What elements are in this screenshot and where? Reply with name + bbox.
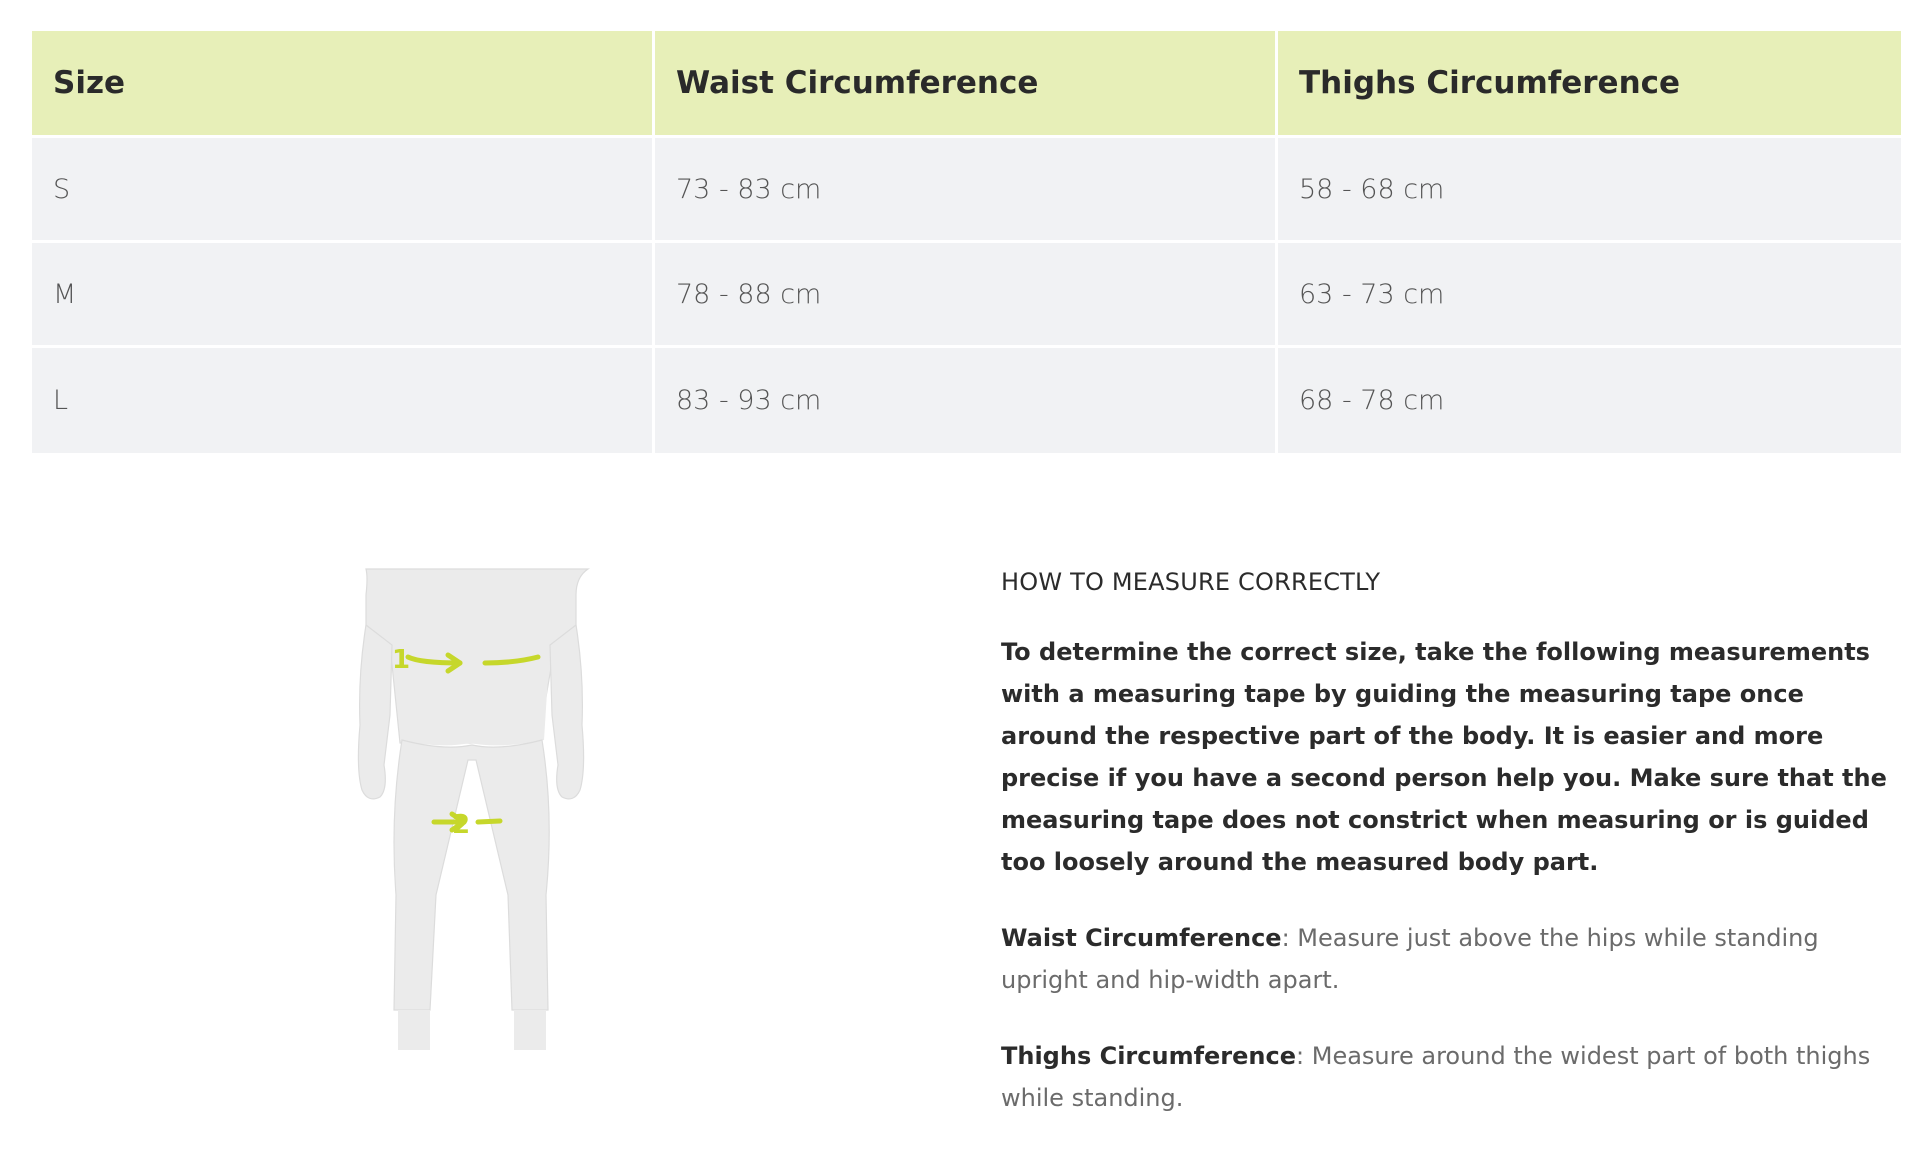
thighs-instruction: [1001, 1035, 1906, 1119]
thighs-description: : Measure around the widest part of both thighs while standing.: [1001, 1042, 1871, 1112]
waist-description: : Measure just above the hips while standing upright and hip-width apart.: [1001, 924, 1819, 994]
thighs-term: Thighs Circumference: [1001, 1042, 1297, 1070]
size-chart-table: [32, 31, 1901, 453]
cell-thighs: 58 - 68 cm: [1278, 138, 1901, 243]
waist-instruction: [1001, 917, 1906, 1001]
trousers: [394, 740, 549, 1010]
body-silhouette-illustration: [350, 565, 610, 1055]
table-header-row: [32, 31, 1901, 138]
cell-size: L: [32, 348, 655, 453]
cell-size: M: [32, 243, 655, 348]
waist-term: Waist Circumference: [1001, 924, 1282, 952]
waist-marker-number: 1: [392, 645, 411, 675]
instructions-title: HOW TO MEASURE CORRECTLY: [1001, 568, 1381, 596]
instructions-intro: To determine the correct size, take the following measurements with a measuring tape by guiding the measuring tape once around the respective part of the body. It is easier and more precise if you have a second person help you. Make sure that the measuring tape does not constrict when measuring or is guided too loosely around the measured body part.: [1001, 638, 1887, 876]
cell-size: S: [32, 138, 655, 243]
measuring-instructions: [1001, 566, 1906, 1153]
thigh-marker-number: 2: [452, 810, 471, 840]
header-size: Size: [32, 31, 655, 138]
cell-thighs: 63 - 73 cm: [1278, 243, 1901, 348]
table-row: [32, 138, 1901, 243]
cell-waist: 78 - 88 cm: [655, 243, 1278, 348]
left-arm: [358, 625, 392, 799]
header-thighs-circumference: Thighs Circumference: [1278, 31, 1901, 138]
body-measurement-figure: [350, 565, 610, 1055]
right-arm: [550, 625, 584, 799]
thigh-measure-band-back: [478, 821, 500, 822]
cell-thighs: 68 - 78 cm: [1278, 348, 1901, 453]
table-row: [32, 348, 1901, 453]
right-foot: [514, 1010, 546, 1050]
cell-waist: 83 - 93 cm: [655, 348, 1278, 453]
table-row: [32, 243, 1901, 348]
left-foot: [398, 1010, 430, 1050]
cell-waist: 73 - 83 cm: [655, 138, 1278, 243]
header-waist-circumference: Waist Circumference: [655, 31, 1278, 138]
